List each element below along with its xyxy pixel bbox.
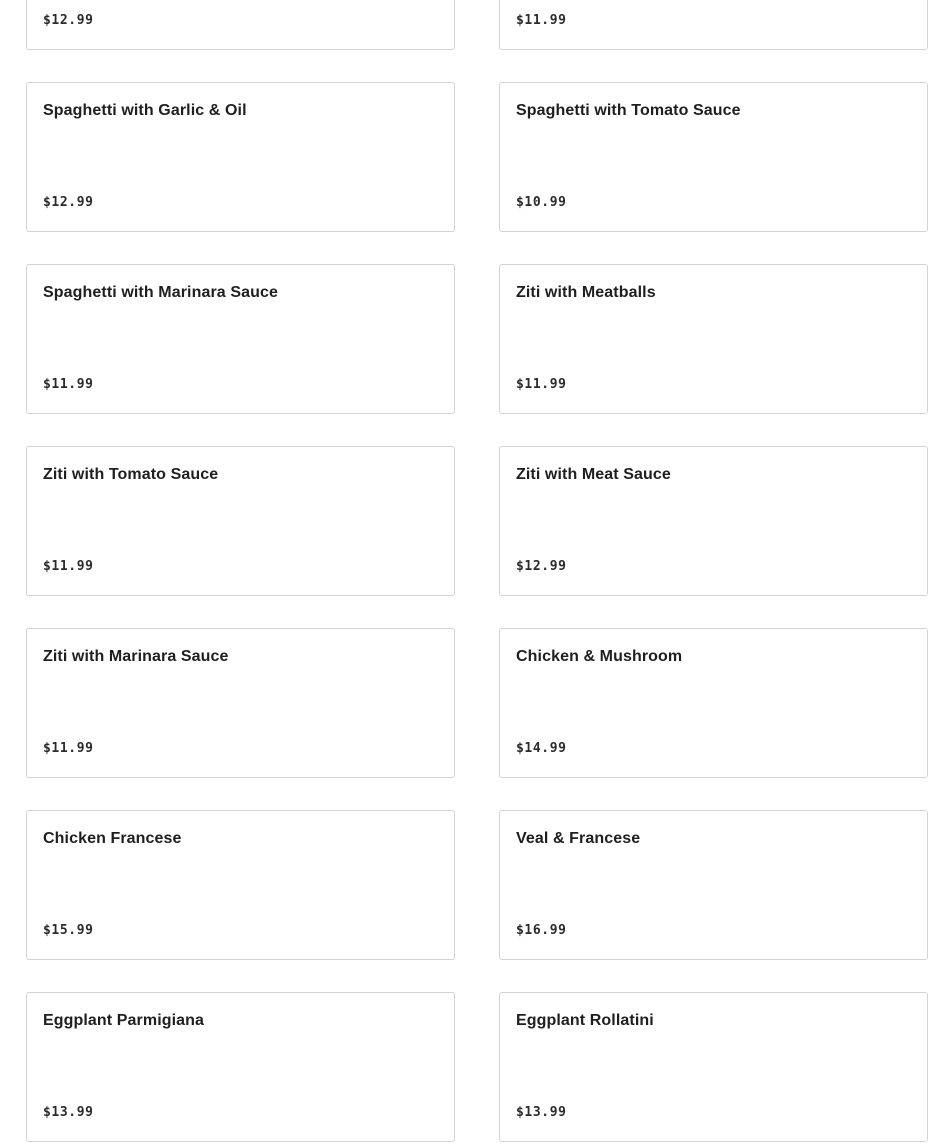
menu-item-card[interactable]: [26, 992, 455, 1142]
menu-item-card[interactable]: [26, 264, 455, 414]
menu-item-card[interactable]: [499, 82, 928, 232]
menu-item-price: $13.99: [43, 1105, 94, 1120]
menu-item-name: Chicken & Mushroom: [516, 648, 683, 665]
menu-item-card[interactable]: [26, 628, 455, 778]
menu-item-price: $11.99: [43, 741, 94, 756]
menu-item-card[interactable]: [499, 810, 928, 960]
menu-item-card[interactable]: [26, 810, 455, 960]
menu-item-price: $15.99: [43, 923, 94, 938]
menu-item-name: Eggplant Parmigiana: [43, 1012, 205, 1029]
menu-item-card[interactable]: [499, 992, 928, 1142]
menu-item-name: Spaghetti with Garlic & Oil: [43, 102, 247, 119]
menu-item-grid: [26, 0, 928, 1142]
menu-item-name: Spaghetti with Marinara Sauce: [43, 284, 278, 301]
menu-item-price: $10.99: [516, 195, 567, 210]
menu-item-price: $14.99: [516, 741, 567, 756]
menu-item-name: Ziti with Meatballs: [516, 284, 656, 301]
menu-item-card[interactable]: [26, 446, 455, 596]
menu-item-price: $16.99: [516, 923, 567, 938]
menu-item-card[interactable]: [26, 0, 455, 50]
menu-item-card[interactable]: [499, 0, 928, 50]
menu-item-name: Veal & Francese: [516, 830, 641, 847]
menu-item-name: Ziti with Meat Sauce: [516, 466, 671, 483]
menu-item-price: $11.99: [43, 559, 94, 574]
menu-item-price: $13.99: [516, 1105, 567, 1120]
menu-item-price: $11.99: [516, 13, 567, 28]
menu-item-price: $12.99: [43, 195, 94, 210]
menu-item-price: $11.99: [43, 377, 94, 392]
menu-item-price: $11.99: [516, 377, 567, 392]
menu-item-card[interactable]: [499, 628, 928, 778]
menu-item-card[interactable]: [499, 264, 928, 414]
menu-item-name: Chicken Francese: [43, 830, 182, 847]
menu-item-name: Eggplant Rollatini: [516, 1012, 654, 1029]
menu-item-name: Ziti with Marinara Sauce: [43, 648, 229, 665]
menu-item-price: $12.99: [516, 559, 567, 574]
menu-item-card[interactable]: [26, 82, 455, 232]
menu-item-price: $12.99: [43, 13, 94, 28]
menu-item-name: Spaghetti with Tomato Sauce: [516, 102, 741, 119]
menu-item-card[interactable]: [499, 446, 928, 596]
menu-item-name: Ziti with Tomato Sauce: [43, 466, 219, 483]
